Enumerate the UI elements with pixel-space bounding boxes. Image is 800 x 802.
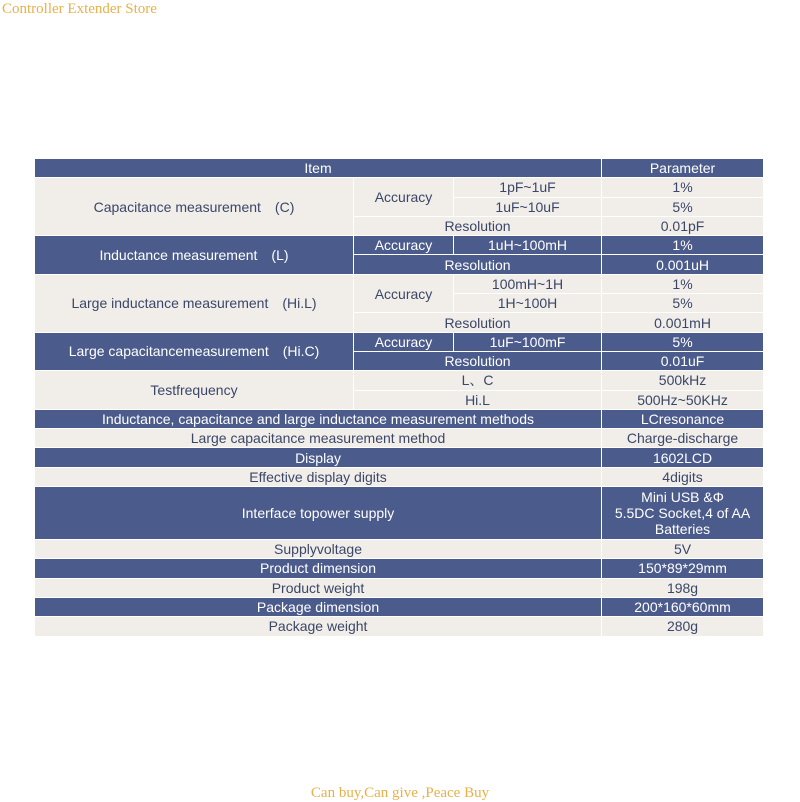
- large-inductance-range-2: 1H~100H: [454, 294, 602, 313]
- capacitance-range-2: 1uF~10uF: [454, 197, 602, 216]
- capacitance-value-1: 1%: [602, 178, 764, 197]
- row-item: Package dimension: [35, 597, 602, 616]
- inductance-resolution-value: 0.001uH: [602, 255, 764, 274]
- row-value-line: 5.5DC Socket,4 of AA: [614, 505, 751, 522]
- capacitance-value-2: 5%: [602, 197, 764, 216]
- capacitance-resolution-label: Resolution: [354, 216, 602, 235]
- large-inductance-range-1: 100mH~1H: [454, 274, 602, 293]
- table-row: [35, 578, 764, 597]
- header-item: Item: [35, 159, 602, 178]
- large-inductance-accuracy-label: Accuracy: [354, 274, 454, 313]
- row-item: Inductance, capacitance and large inductance measurement methods: [35, 409, 602, 428]
- table-row: [35, 274, 764, 293]
- table-row: [35, 559, 764, 578]
- table-row: [35, 332, 764, 351]
- header-parameter: Parameter: [602, 159, 764, 178]
- row-item: Interface topower supply: [35, 487, 602, 540]
- row-item: Supplyvoltage: [35, 540, 602, 559]
- large-capacitance-value-1: 5%: [602, 332, 764, 351]
- capacitance-accuracy-label: Accuracy: [354, 178, 454, 217]
- inductance-label: Inductance measurement (L): [35, 236, 354, 275]
- large-capacitance-resolution-label: Resolution: [354, 351, 602, 370]
- footer-slogan: Can buy,Can give ,Peace Buy: [310, 785, 490, 801]
- table-row: [35, 448, 764, 467]
- table-row: [35, 617, 764, 636]
- large-capacitance-range-1: 1uF~100mF: [454, 332, 602, 351]
- inductance-resolution-label: Resolution: [354, 255, 602, 274]
- large-inductance-resolution-label: Resolution: [354, 313, 602, 332]
- row-value: 1602LCD: [602, 448, 764, 467]
- row-value: 4digits: [602, 467, 764, 486]
- row-value: [602, 487, 764, 540]
- test-frequency-value-1: 500kHz: [602, 371, 764, 390]
- large-inductance-resolution-value: 0.001mH: [602, 313, 764, 332]
- row-item: Product dimension: [35, 559, 602, 578]
- row-value-line: Batteries: [654, 521, 711, 538]
- table-row: [35, 467, 764, 486]
- table-row: [35, 178, 764, 197]
- large-capacitance-resolution-value: 0.01uF: [602, 351, 764, 370]
- spec-table: [34, 158, 764, 637]
- table-row: [35, 409, 764, 428]
- capacitance-range-1: 1pF~1uF: [454, 178, 602, 197]
- row-value: 280g: [602, 617, 764, 636]
- store-name: Controller Extender Store: [2, 1, 157, 17]
- table-row: [35, 597, 764, 616]
- row-item: Package weight: [35, 617, 602, 636]
- row-value: LCresonance: [602, 409, 764, 428]
- table-row: [35, 429, 764, 448]
- table-row: [35, 371, 764, 390]
- test-frequency-label: Testfrequency: [35, 371, 354, 410]
- large-capacitance-accuracy-label: Accuracy: [354, 332, 454, 351]
- capacitance-label: Capacitance measurement (C): [35, 178, 354, 236]
- row-value: 200*160*60mm: [602, 597, 764, 616]
- table-header-row: [35, 159, 764, 178]
- row-value: 5V: [602, 540, 764, 559]
- inductance-range-1: 1uH~100mH: [454, 236, 602, 255]
- table-row: [35, 540, 764, 559]
- table-row: [35, 236, 764, 255]
- large-inductance-label: Large inductance measurement (Hi.L): [35, 274, 354, 332]
- large-capacitance-label: Large capacitancemeasurement (Hi.C): [35, 332, 354, 371]
- row-value: Charge-discharge: [602, 429, 764, 448]
- test-frequency-mode-1: L、C: [354, 371, 602, 390]
- table-row: [35, 487, 764, 540]
- row-value: 198g: [602, 578, 764, 597]
- row-value: 150*89*29mm: [602, 559, 764, 578]
- large-inductance-value-2: 5%: [602, 294, 764, 313]
- capacitance-resolution-value: 0.01pF: [602, 216, 764, 235]
- row-value-line: Mini USB &Φ: [641, 489, 724, 506]
- test-frequency-value-2: 500Hz~50KHz: [602, 390, 764, 409]
- row-item: Product weight: [35, 578, 602, 597]
- test-frequency-mode-2: Hi.L: [354, 390, 602, 409]
- inductance-accuracy-label: Accuracy: [354, 236, 454, 255]
- inductance-value-1: 1%: [602, 236, 764, 255]
- row-item: Display: [35, 448, 602, 467]
- row-item: Large capacitance measurement method: [35, 429, 602, 448]
- large-inductance-value-1: 1%: [602, 274, 764, 293]
- row-item: Effective display digits: [35, 467, 602, 486]
